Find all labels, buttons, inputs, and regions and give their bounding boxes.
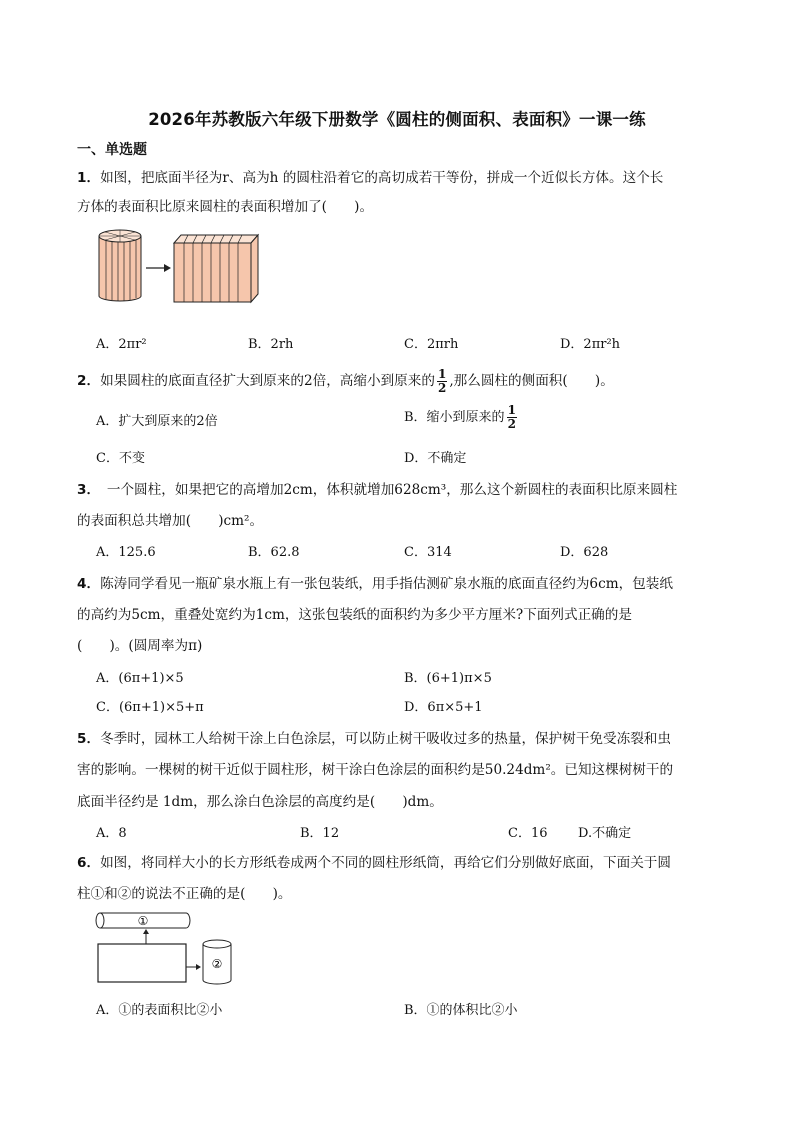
q6-text: 如图，将同样大小的长方形纸卷成两个不同的圆柱形纸筒，再给它们分别做好底面，下面关于圆 — [100, 855, 671, 871]
q4-option-b[interactable]: B．(6+1)π×5 — [404, 671, 492, 686]
q4-text: 陈涛同学看见一瓶矿泉水瓶上有一张包装纸，用手指估测矿泉水瓶的底面直径约为6cm，包装纸 — [100, 576, 673, 592]
q3-option-a[interactable]: A．125.6 — [96, 545, 156, 560]
q6-figure — [94, 910, 244, 988]
q2-option-b-text: B．缩小到原来的 — [404, 410, 505, 425]
page-title: 2026年苏教版六年级下册数学《圆柱的侧面积、表面积》一课一练 — [148, 110, 646, 129]
cylinder-1-label: ① — [137, 914, 149, 928]
section-heading: 一、单选题 — [77, 142, 147, 158]
arrow-icon — [146, 264, 171, 272]
q4-line3: ( )。(圆周率为π) — [77, 638, 203, 654]
q4-option-c[interactable]: C．(6π+1)×5+π — [96, 700, 204, 715]
paper-rectangle — [98, 944, 186, 982]
q2-option-b-fraction — [507, 404, 517, 431]
q5-option-c[interactable]: C．16 — [508, 826, 548, 841]
q5-option-d[interactable]: D.不确定 — [578, 826, 632, 841]
q3-option-b[interactable]: B．62.8 — [248, 545, 300, 560]
cylinder-illustration — [99, 230, 141, 301]
q1-line2: 方体的表面积比原来圆柱的表面积增加了( )。 — [77, 199, 374, 215]
q5-option-b[interactable]: B．12 — [300, 826, 340, 841]
arrow-up-icon — [143, 929, 149, 944]
q2-option-c[interactable]: C．不变 — [96, 451, 145, 466]
q1-figure — [96, 228, 262, 304]
q6-option-a[interactable]: A．①的表面积比②小 — [96, 1003, 223, 1018]
q1-option-a[interactable]: A．2πr² — [96, 337, 147, 352]
q3-option-d[interactable]: D．628 — [560, 545, 609, 560]
q4-line2: 的高约为5cm，重叠处宽约为1cm，这张包装纸的面积约为多少平方厘米?下面列式正确的是 — [77, 607, 632, 623]
q1-option-b[interactable]: B．2rh — [248, 337, 294, 352]
q5-line2: 害的影响。一棵树的树干近似于圆柱形，树干涂白色涂层的面积约是50.24dm²。已知这棵树树干的 — [77, 762, 674, 778]
q5-line3: 底面半径约是 1dm，那么涂白色涂层的高度约是( )dm。 — [77, 794, 443, 810]
q3-text: 一个圆柱，如果把它的高增加2cm，体积就增加628cm³，那么这个新圆柱的表面积比原来圆柱 — [93, 482, 678, 498]
q4-option-a[interactable]: A．(6π+1)×5 — [96, 671, 184, 686]
q3-number: 3． — [77, 482, 94, 498]
q2-option-d[interactable]: D．不确定 — [404, 451, 467, 466]
q6-number: 6． — [77, 855, 101, 871]
q2-option-b[interactable] — [404, 404, 519, 431]
q3-line2: 的表面积总共增加( )cm²。 — [77, 513, 264, 529]
q5-number: 5． — [77, 731, 101, 747]
q2-text: 如果圆柱的底面直径扩大到原来的2倍，高缩小到原来的 — [100, 373, 435, 389]
q4-option-d[interactable]: D．6π×5+1 — [404, 700, 483, 715]
q1-number: 1． — [77, 170, 101, 186]
q1-option-d[interactable]: D．2πr²h — [560, 337, 621, 352]
q6-line2: 柱①和②的说法不正确的是( )。 — [77, 886, 292, 902]
q1-line1 — [77, 166, 663, 186]
q1-text: 如图，把底面半径为r、高为h 的圆柱沿着它的高切成若干等份，拼成一个近似长方体。这个长 — [100, 170, 664, 186]
q4-number: 4． — [77, 576, 101, 592]
cuboid-illustration — [174, 235, 258, 302]
q3-option-c[interactable]: C．314 — [404, 545, 452, 560]
fraction-denominator: 2 — [507, 417, 516, 431]
q5-option-a[interactable]: A．8 — [96, 826, 127, 841]
fraction-denominator: 2 — [437, 381, 447, 395]
q3-line1 — [77, 478, 677, 498]
q6-line1 — [77, 851, 671, 871]
fraction-numerator: 1 — [507, 403, 516, 417]
q2-option-a[interactable]: A．扩大到原来的2倍 — [96, 414, 218, 429]
q6-option-b[interactable]: B．①的体积比②小 — [404, 1003, 518, 1018]
q2-text-end: ,那么圆柱的侧面积( )。 — [449, 373, 614, 389]
fraction-numerator: 1 — [437, 367, 447, 381]
q4-line1 — [77, 572, 673, 592]
q2-line1 — [77, 368, 614, 395]
q2-number: 2． — [77, 373, 101, 389]
q2-fraction — [437, 368, 447, 395]
q5-line1 — [77, 727, 671, 747]
q1-option-c[interactable]: C．2πrh — [404, 337, 459, 352]
cylinder-2-label: ② — [211, 957, 223, 971]
arrow-right-icon — [186, 964, 201, 970]
q5-text: 冬季时，园林工人给树干涂上白色涂层，可以防止树干吸收过多的热量，保护树干免受冻裂和虫 — [100, 731, 671, 747]
